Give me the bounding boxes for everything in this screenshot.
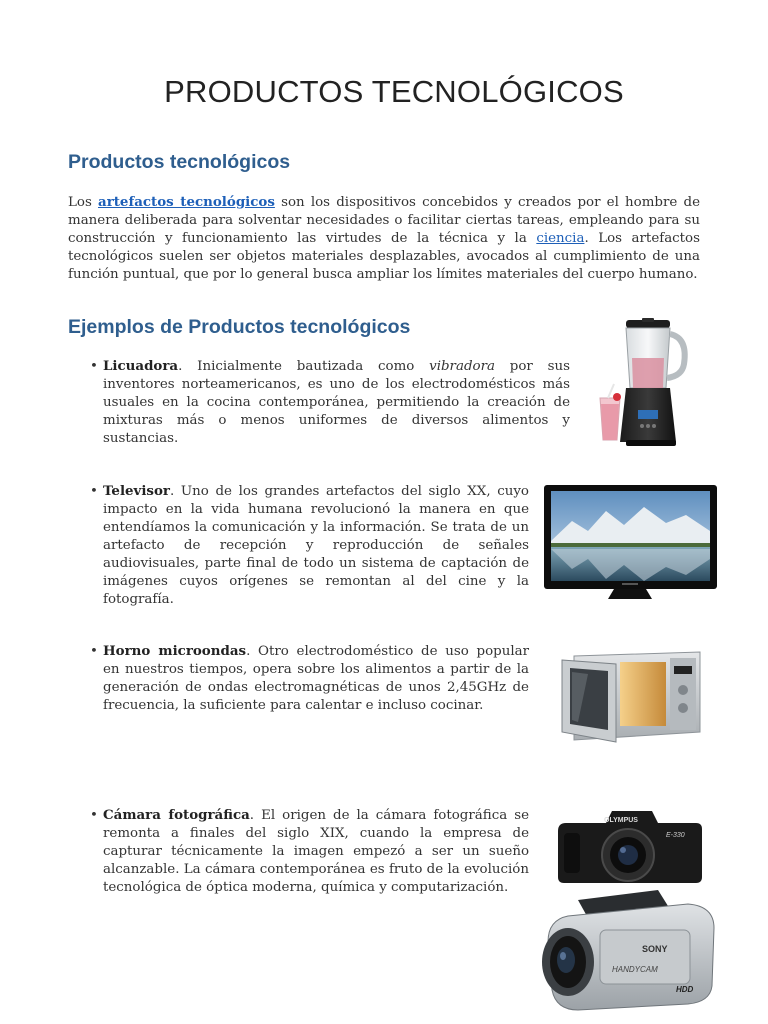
- bullet: •: [90, 484, 98, 499]
- camcorder-brand: SONY: [642, 944, 668, 954]
- camera-brand: OLYMPUS: [604, 817, 638, 824]
- item-title: Televisor: [103, 483, 170, 499]
- link-ciencia[interactable]: ciencia: [536, 230, 585, 246]
- item-title: Licuadora: [103, 358, 179, 374]
- section-heading-ejemplos: Ejemplos de Productos tecnológicos: [68, 316, 411, 338]
- list-item-camara-fotografica: [78, 806, 529, 897]
- bullet: •: [90, 644, 98, 659]
- item-text: . Inicialmente bautizada como: [178, 359, 430, 374]
- bullet: •: [90, 359, 98, 374]
- microwave-icon: [560, 650, 703, 746]
- intro-text-start: Los: [68, 195, 99, 210]
- bullet: •: [90, 808, 98, 823]
- camcorder-badge: HDD: [676, 985, 694, 994]
- intro-text-middle: son los dispositivos concebidos y creados por el hombre de manera deliberada para solventar necesidades o facilitar ciertas tareas, empleando para su construcción y funcionamiento las virtudes de la técnica y la: [68, 195, 700, 246]
- intro-paragraph: [68, 194, 700, 284]
- item-title: Cámara fotográfica: [103, 807, 250, 823]
- list-item-licuadora: [78, 357, 570, 448]
- camera-model: E-330: [666, 832, 685, 839]
- list-item-horno-microondas: [78, 642, 529, 715]
- link-artefactos-tecnologicos[interactable]: artefactos tecnológicos: [98, 194, 275, 210]
- item-title: Horno microondas: [103, 643, 247, 659]
- section-heading-productos: Productos tecnológicos: [68, 151, 291, 173]
- intro-text-end: . Los artefactos tecnológicos suelen ser objetos materiales desplazables, avocados al cumplimiento de una función puntual, que por lo general busca ampliar los límites materiales del cuerpo humano.: [68, 230, 700, 282]
- item-text: . El origen de la cámara fotográfica se remonta a finales del siglo XIX, cuando la empresa de capturar técnicamente la imagen empezó a ser un sueño alcanzable. La cámara contemporánea es fruto de la evolución tecnológica de óptica moderna, química y computarización.: [103, 808, 529, 895]
- television-icon: [544, 485, 717, 603]
- item-text: . Otro electrodoméstico de uso popular en nuestros tiempos, opera sobre los alimentos a partir de la generación de ondas electromagnéticas de unos 2,45GHz de frecuencia, la suficiente para calentar e incluso cocinar.: [103, 644, 530, 713]
- blender-icon: [596, 318, 692, 448]
- camcorder-icon: [538, 886, 716, 1012]
- item-italic-text: vibradora: [429, 359, 495, 374]
- list-item-televisor: [78, 482, 529, 609]
- camera-icon: [556, 805, 704, 883]
- item-text: . Uno de los grandes artefactos del siglo XX, cuyo impacto en la vida humana revolucionó la manera en que entendíamos la comunicación y la información. Se trata de un artefacto de recepción y reproducción de señales audiovisuales, parte final de todo un sistema de captación de imágenes cuyos orígenes se remontan al del cine y la fotografía.: [103, 484, 529, 607]
- camcorder-model: HANDYCAM: [612, 965, 658, 974]
- item-text: por sus inventores norteamericanos, es uno de los electrodomésticos más usuales en la cocina contemporánea, permitiendo la creación de mixturas más o menos uniformes de diversos alimentos y sustancias.: [103, 359, 570, 446]
- page-title: PRODUCTOS TECNOLÓGICOS: [164, 74, 624, 109]
